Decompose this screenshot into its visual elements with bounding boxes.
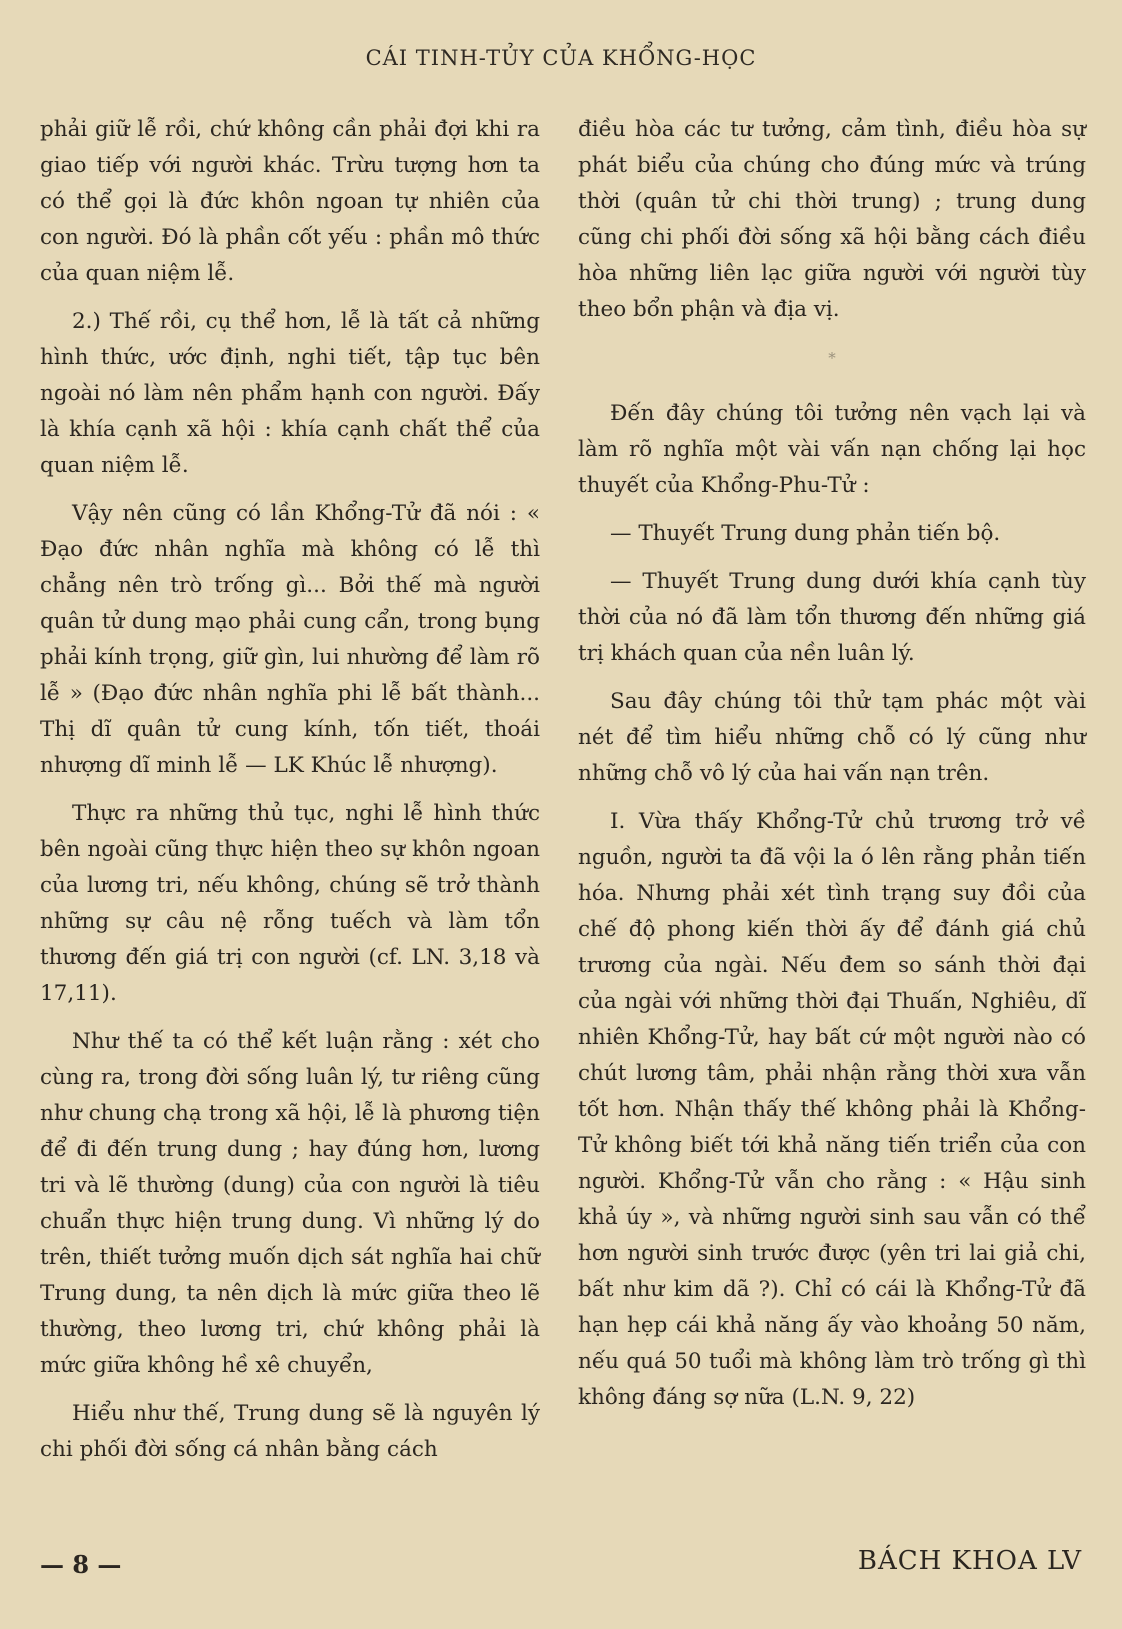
left-column [40,112,540,1480]
paragraph: Đến đây chúng tôi tưởng nên vạch lại và làm rõ nghĩa một vài vấn nạn chống lại học thuyết của Khổng-Phu-Tử : [578,401,1086,498]
running-header: CÁI TINH-TỦY CỦA KHỔNG-HỌC [365,46,757,70]
paragraph: Vậy nên cũng có lần Khổng-Tử đã nói : « Đạo đức nhân nghĩa mà không có lễ thì chẳng nên trò trống gì... Bởi thế mà người quân tử dung mạo phải cung cẩn, trong bụng phải kính trọng, giữ gìn, lui nhường để làm rõ lễ » (Đạo đức nhân nghĩa phi lễ bất thành... Thị dĩ quân tử cung kính, tốn tiết, thoái nhượng dĩ minh lễ — LK Khúc lễ nhượng). [40,501,540,778]
right-column [578,112,1086,1428]
paragraph: I. Vừa thấy Khổng-Tử chủ trương trở về nguồn, người ta đã vội la ó lên rằng phản tiến hóa. Nhưng phải xét tình trạng suy đồi của chế độ phong kiến thời ấy để đánh giá chủ trương của ngài. Nếu đem so sánh thời đại của ngài với những thời đại Thuấn, Nghiêu, dĩ nhiên Khổng-Tử, hay bất cứ một người nào có chút lương tâm, phải nhận rằng thời xưa vẫn tốt hơn. Nhận thấy thế không phải là Khổng-Tử không biết tới khả năng tiến triển của con người. Khổng-Tử vẫn cho rằng : « Hậu sinh khả úy », và những người sinh sau vẫn có thể hơn người sinh trước được (yên tri lai giả chi, bất như kim dã ?). Chỉ có cái là Khổng-Tử đã hạn hẹp cái khả năng ấy vào khoảng 50 năm, nếu quá 50 tuổi mà không làm trò trống gì thì không đáng sợ nữa (L.N. 9, 22) [578,809,1086,1410]
page-number: — 8 — [40,1550,122,1579]
list-item: — Thuyết Trung dung dưới khía cạnh tùy thời của nó đã làm tổn thương đến những giá trị khách quan của nền luân lý. [578,569,1086,666]
paragraph: Hiểu như thế, Trung dung sẽ là nguyên lý chi phối đời sống cá nhân bằng cách [40,1401,540,1462]
paragraph: phải giữ lễ rồi, chứ không cần phải đợi khi ra giao tiếp với người khác. Trừu tượng hơn ta có thể gọi là đức khôn ngoan tự nhiên của con người. Đó là phần cốt yếu : phần mô thức của quan niệm lễ. [40,117,540,286]
paragraph: Như thế ta có thể kết luận rằng : xét cho cùng ra, trong đời sống luân lý, tư riêng cũng như chung chạ trong xã hội, lễ là phương tiện để đi đến trung dung ; hay đúng hơn, lương tri và lẽ thường (dung) của con người là tiêu chuẩn thực hiện trung dung. Vì những lý do trên, thiết tưởng muốn dịch sát nghĩa hai chữ Trung dung, ta nên dịch là mức giữa theo lẽ thường, theo lương tri, chứ không phải là mức giữa không hề xê chuyển, [40,1029,540,1378]
paragraph: Thực ra những thủ tục, nghi lễ hình thức bên ngoài cũng thực hiện theo sự khôn ngoan của lương tri, nếu không, chúng sẽ trở thành những sự câu nệ rỗng tuếch và làm tổn thương đến giá trị con người (cf. LN. 3,18 và 17,11). [40,801,540,1006]
paragraph: 2.) Thế rồi, cụ thể hơn, lễ là tất cả những hình thức, ước định, nghi tiết, tập tục bên ngoài nó làm nên phẩm hạnh con người. Đấy là khía cạnh xã hội : khía cạnh chất thể của quan niệm lễ. [40,309,540,478]
magazine-name: BÁCH KHOA LV [857,1546,1082,1576]
paragraph: điều hòa các tư tưởng, cảm tình, điều hòa sự phát biểu của chúng cho đúng mức và trúng thời (quân tử chi thời trung) ; trung dung cũng chi phối đời sống xã hội bằng cách điều hòa những liên lạc giữa người với người tùy theo bổn phận và địa vị. [578,117,1086,322]
section-separator: * [828,349,836,367]
list-item: — Thuyết Trung dung phản tiến bộ. [610,521,1001,546]
paragraph: Sau đây chúng tôi thử tạm phác một vài nét để tìm hiểu những chỗ có lý cũng như những chỗ vô lý của hai vấn nạn trên. [578,689,1086,786]
